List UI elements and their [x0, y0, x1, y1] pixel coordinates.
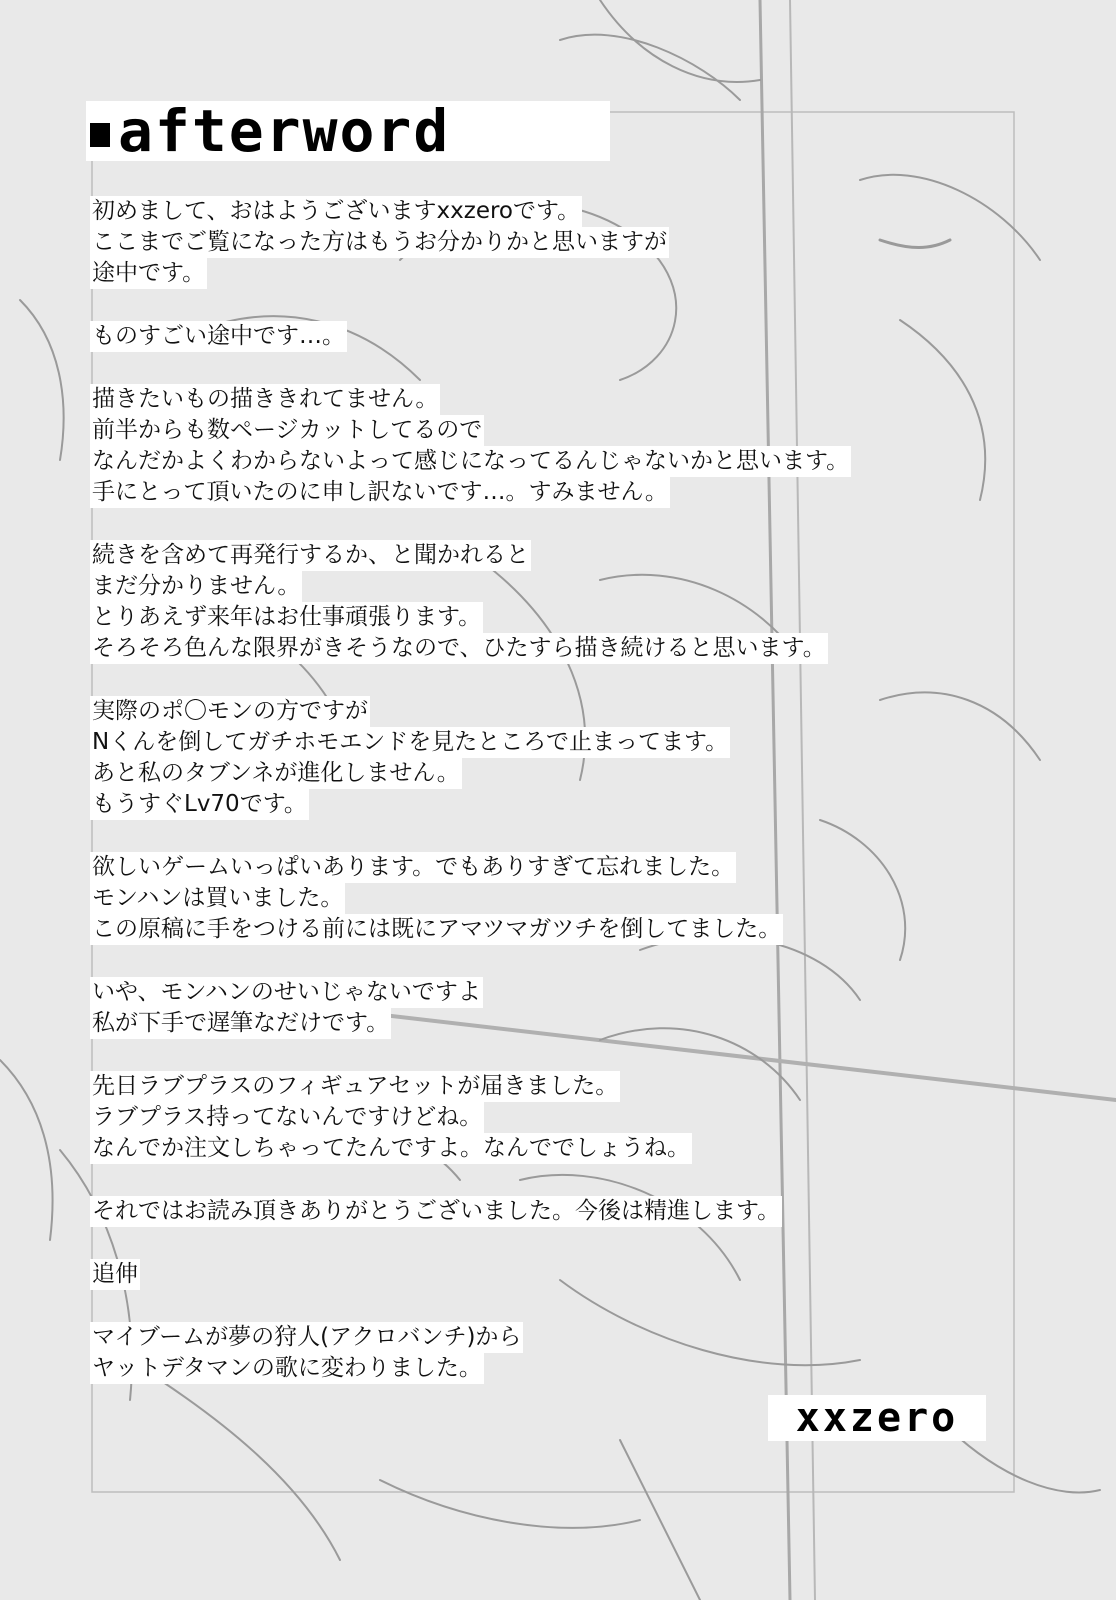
text-line: 途中です。 [90, 258, 207, 289]
paragraph [90, 196, 950, 289]
title-text: afterword [118, 101, 451, 161]
text-line: Nくんを倒してガチホモエンドを見たところで止まってます。 [90, 727, 730, 758]
text-line: モンハンは買いました。 [90, 883, 345, 914]
text-line: 先日ラブプラスのフィギュアセットが届きました。 [90, 1071, 620, 1102]
text-line: 追伸 [90, 1259, 140, 1290]
text-line: マイブームが夢の狩人(アクロバンチ)から [90, 1322, 523, 1353]
text-line: それではお読み頂きありがとうございました。今後は精進します。 [90, 1196, 782, 1227]
paragraph [90, 384, 950, 508]
text-line: もうすぐLv70です。 [90, 789, 309, 820]
title-square-icon [90, 123, 110, 147]
paragraph [90, 852, 950, 945]
paragraph [90, 1071, 950, 1164]
paragraph [90, 321, 950, 352]
text-line: ここまでご覧になった方はもうお分かりかと思いますが [90, 227, 669, 258]
paragraph [90, 1259, 950, 1290]
text-line: 私が下手で遅筆なだけです。 [90, 1008, 391, 1039]
paragraph [90, 1196, 950, 1227]
afterword-title [86, 101, 610, 161]
paragraph [90, 540, 950, 664]
paragraph [90, 977, 950, 1039]
text-line: とりあえず来年はお仕事頑張ります。 [90, 602, 483, 633]
afterword-body [90, 196, 950, 1384]
author-signature: xxzero [768, 1395, 986, 1441]
paragraph [90, 1322, 950, 1384]
text-line: なんだかよくわからないよって感じになってるんじゃないかと思います。 [90, 446, 851, 477]
text-line: なんでか注文しちゃってたんですよ。なんででしょうね。 [90, 1133, 692, 1164]
text-line: 続きを含めて再発行するか、と聞かれると [90, 540, 531, 571]
text-line: 初めまして、おはようございますxxzeroです。 [90, 196, 582, 227]
text-line: ものすごい途中です…。 [90, 321, 347, 352]
text-line: ヤットデタマンの歌に変わりました。 [90, 1353, 484, 1384]
paragraph [90, 696, 950, 820]
text-line: 実際のポ〇モンの方ですが [90, 696, 370, 727]
text-line: 前半からも数ページカットしてるので [90, 415, 484, 446]
text-line: 描きたいもの描ききれてません。 [90, 384, 440, 415]
text-line: いや、モンハンのせいじゃないですよ [90, 977, 483, 1008]
text-line: ラブプラス持ってないんですけどね。 [90, 1102, 484, 1133]
text-line: まだ分かりません。 [90, 571, 302, 602]
text-line: そろそろ色んな限界がきそうなので、ひたすら描き続けると思います。 [90, 633, 828, 664]
text-line: 手にとって頂いたのに申し訳ないです…。すみません。 [90, 477, 670, 508]
text-line: あと私のタブンネが進化しません。 [90, 758, 462, 789]
text-line: 欲しいゲームいっぱいあります。でもありすぎて忘れました。 [90, 852, 736, 883]
text-line: この原稿に手をつける前には既にアマツマガツチを倒してました。 [90, 914, 783, 945]
